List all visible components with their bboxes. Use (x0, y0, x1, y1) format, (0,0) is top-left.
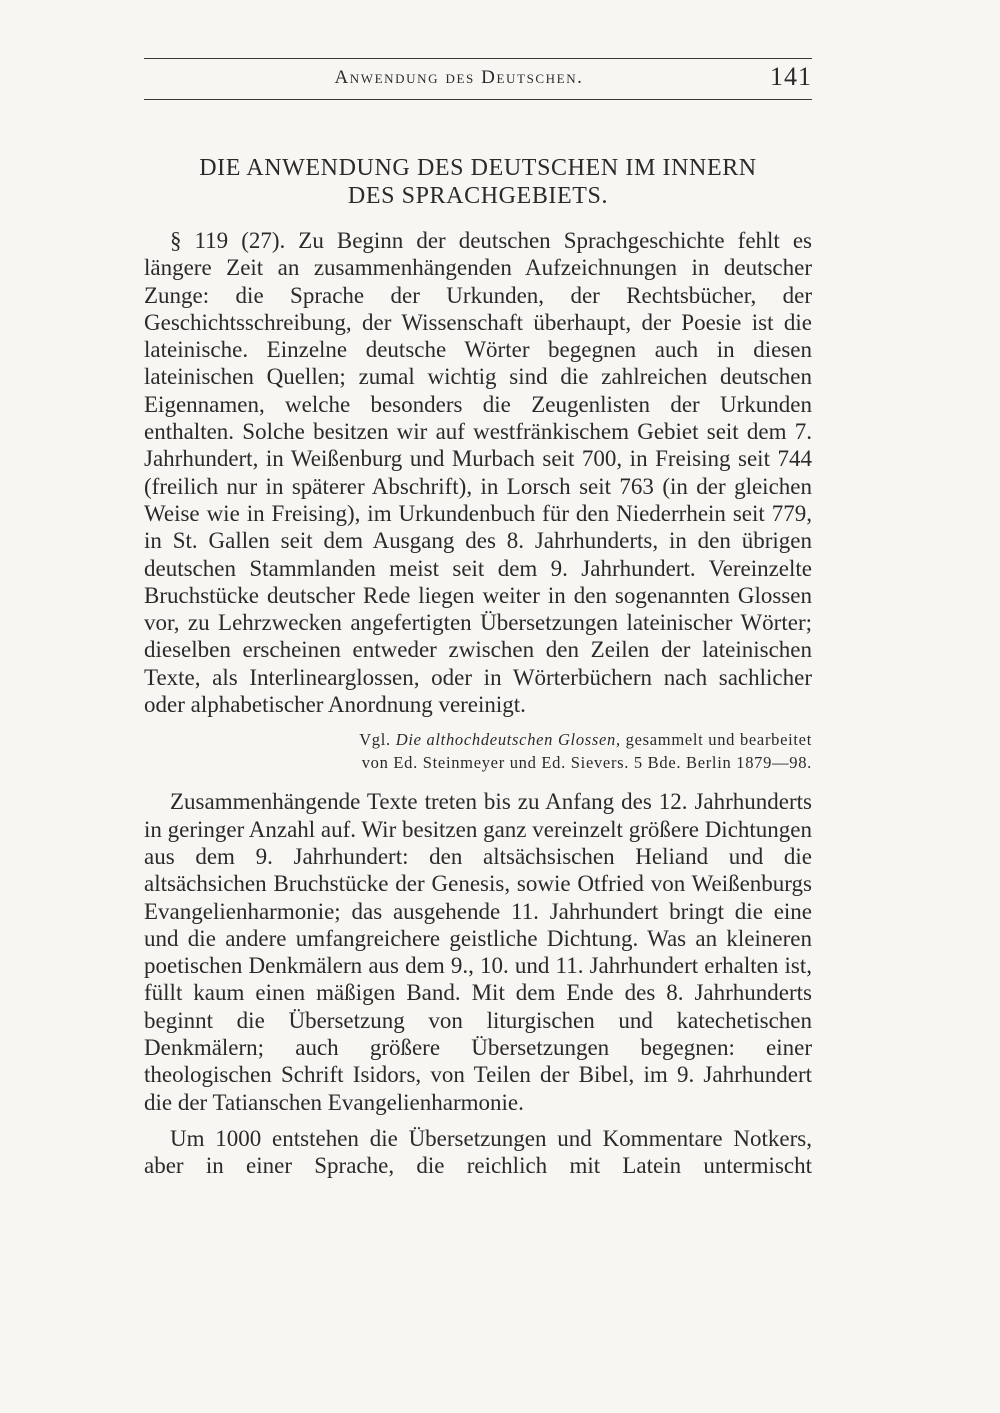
paragraph-texts: Zusammenhängende Texte treten bis zu Anfang des 12. Jahrhunderts in geringer Anzahl auf. Wir besitzen ganz vereinzelt größere Dichtungen aus dem 9. Jahrhundert: den altsächsischen Heliand und die altsächsichen Bruchstücke der Genesis, sowie Otfried von Weißenburgs Evangelienharmonie; das ausgehende 11. Jahrhundert bringt die eine und die andere umfangreichere geistliche Dichtung. Was an kleineren poetischen Denkmälern aus dem 9., 10. und 11. Jahrhundert erhalten ist, füllt kaum einen mäßigen Band. Mit dem Ende des 8. Jahrhunderts beginnt die Übersetzung von liturgischen und katechetischen Denkmälern; auch größere Übersetzungen begegnen: einer theologischen Schrift Isidors, von Teilen der Bibel, im 9. Jahrhundert die der Tatianschen Evangelienharmonie. (144, 789, 812, 1115)
running-title: Anwendung des Deutschen. (334, 67, 584, 88)
book-page (144, 58, 812, 1180)
bibliographic-note (208, 728, 812, 774)
paragraph-119: § 119 (27). Zu Beginn der deutschen Sprachgeschichte fehlt es längere Zeit an zusammenhängenden Aufzeichnungen in deutscher Zunge: die Sprache der Urkunden, der Rechtsbücher, der Geschichtsschreibung, der Wissenschaft überhaupt, der Poesie ist die lateinische. Einzelne deutsche Wörter begegnen auch in diesen lateinischen Quellen; zumal wichtig sind die zahlreichen deutschen Eigennamen, welche besonders die Zeugenlisten der Urkunden enthalten. Solche besitzen wir auf westfränkischem Gebiet seit dem 7. Jahrhundert, in Weißenburg und Murbach seit 700, in Freising seit 744 (freilich nur in späterer Abschrift), in Lorsch seit 763 (in der gleichen Weise wie in Freising), im Urkundenbuch für den Niederrhein seit 779, in St. Gallen seit dem Ausgang des 8. Jahrhunderts, in den übrigen deutschen Stammlanden meist seit dem 9. Jahrhundert. Vereinzelte Bruchstücke deutscher Rede liegen weiter in den sogenannten Glossen vor, zu Lehrzwecken angefertigten Übersetzungen lateinischer Wörter; dieselben erscheinen entweder zwischen den Zeilen der lateinischen Texte, als Interlinearglossen, oder in Wörterbüchern nach sachlicher oder alphabetischer Anordnung vereinigt. (144, 228, 812, 718)
note-rest: gesammelt und bearbeitet (625, 730, 812, 750)
note-title: Die althochdeutschen Glossen, (395, 730, 621, 750)
note-line2: von Ed. Steinmeyer und Ed. Sievers. 5 Bde. Berlin 1879—98. (361, 753, 812, 773)
section-heading (144, 154, 812, 210)
section-heading-line2: DES SPRACHGEBIETS. (347, 183, 609, 209)
paragraph-notker: Um 1000 entstehen die Übersetzungen und Kommentare Notkers, aber in einer Sprache, die reichlich mit Latein untermischt (144, 1125, 812, 1179)
page-number: 141 (770, 62, 812, 91)
section-heading-line1: DIE ANWENDUNG DES DEUTSCHEN IM INNERN (199, 155, 757, 181)
running-head (144, 59, 812, 99)
note-prefix: Vgl. (359, 730, 391, 750)
header-rule (144, 99, 812, 100)
note-line1 (208, 728, 812, 751)
